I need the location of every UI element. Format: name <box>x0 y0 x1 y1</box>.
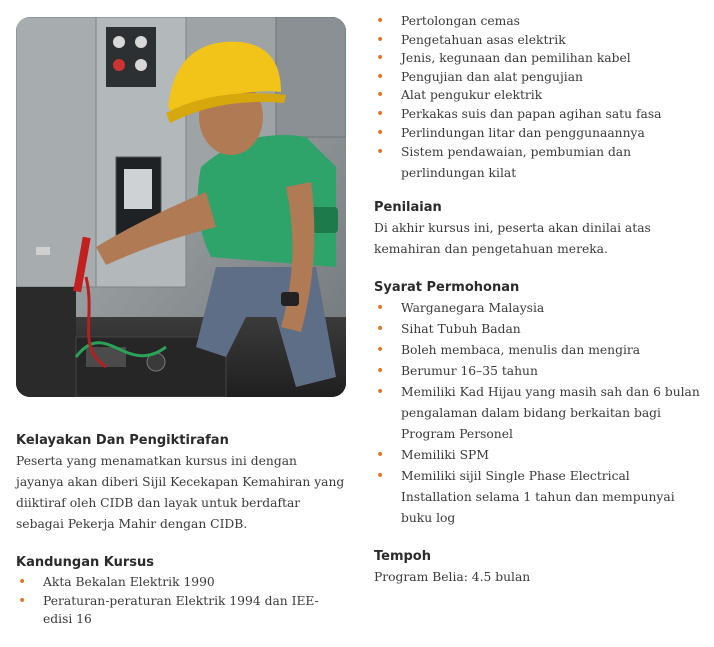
list-item: • Pengujian dan alat pengujian <box>376 68 583 85</box>
requirements-heading: Syarat Permohonan <box>374 280 520 296</box>
course-contents-list <box>16 573 346 629</box>
bullet-dot-icon: • <box>376 300 385 317</box>
eligibility-text: Peserta yang menamatkan kursus ini dengan jayanya akan diberi Sijil Kecekapan Kemahiran yang diiktiraf oleh CIDB dan layak untuk berdaftar sebagai Pekerja Mahir dengan CIDB. <box>16 454 345 531</box>
course-photo <box>16 17 346 397</box>
assessment-section <box>374 198 704 260</box>
list-item: • Berumur 16–35 tahun <box>374 361 704 382</box>
bullet-dot-icon: • <box>376 31 385 48</box>
bullet-dot-icon: • <box>376 124 385 141</box>
duration-heading: Tempoh <box>374 549 431 565</box>
list-item: • Pengetahuan asas elektrik <box>376 31 566 48</box>
right-column <box>374 12 704 606</box>
bullet-dot-icon: • <box>18 574 27 590</box>
bullet-dot-icon: • <box>376 342 385 359</box>
assessment-text: Di akhir kursus ini, peserta akan dinilai atas kemahiran dan pengetahuan mereka. <box>374 221 651 257</box>
eligibility-heading: Kelayakan Dan Pengiktirafan <box>16 433 229 448</box>
list-item: • Pertolongan cemas <box>376 13 520 29</box>
list-item: • Akta Bekalan Elektrik 1990 <box>18 574 215 590</box>
list-item: • Peraturan-peraturan Elektrik 1994 dan IEE-edisi 16 <box>18 592 319 627</box>
bullet-dot-icon: • <box>376 105 385 122</box>
bullet-dot-icon: • <box>376 68 385 85</box>
bullet-dot-icon: • <box>376 13 385 29</box>
left-column <box>16 431 346 647</box>
duration-section <box>374 547 704 588</box>
course-contents-continued-list <box>374 12 704 184</box>
electrician-illustration <box>16 17 346 397</box>
bullet-dot-icon: • <box>18 592 27 609</box>
course-contents-heading: Kandungan Kursus <box>16 555 155 570</box>
bullet-dot-icon: • <box>376 50 385 67</box>
list-item: • Boleh membaca, menulis dan mengira <box>374 340 704 361</box>
bullet-dot-icon: • <box>376 144 385 161</box>
list-item: • Memiliki sijil Single Phase Electrical Installation selama 1 tahun dan mempunyai buku log <box>376 468 675 526</box>
list-item: • Alat pengukur elektrik <box>376 87 543 104</box>
course-contents-section <box>16 553 346 629</box>
requirements-section <box>374 278 704 529</box>
list-item: • Sistem pendawaian, pembumian dan perlindungan kilat <box>376 144 632 181</box>
bullet-dot-icon: • <box>376 447 385 464</box>
eligibility-section <box>16 431 346 535</box>
list-item: • Perlindungan litar dan penggunaannya <box>376 124 645 141</box>
list-item: • Memiliki Kad Hijau yang masih sah dan 6 bulan pengalaman dalam bidang berkaitan bagi Program Personel <box>376 384 700 442</box>
bullet-dot-icon: • <box>376 468 385 485</box>
requirements-list <box>374 298 704 529</box>
bullet-dot-icon: • <box>376 363 385 380</box>
bullet-dot-icon: • <box>376 87 385 104</box>
list-item: • Memiliki SPM <box>374 445 704 466</box>
duration-text: Program Belia: 4.5 bulan <box>374 570 531 585</box>
list-item: • Warganegara Malaysia <box>374 298 704 319</box>
list-item: • Perkakas suis dan papan agihan satu fasa <box>376 105 662 122</box>
assessment-heading: Penilaian <box>374 200 442 216</box>
list-item: • Jenis, kegunaan dan pemilihan kabel <box>376 50 631 67</box>
bullet-dot-icon: • <box>376 321 385 338</box>
list-item: • Sihat Tubuh Badan <box>374 319 704 340</box>
spacer <box>374 184 704 198</box>
bullet-dot-icon: • <box>376 384 385 401</box>
